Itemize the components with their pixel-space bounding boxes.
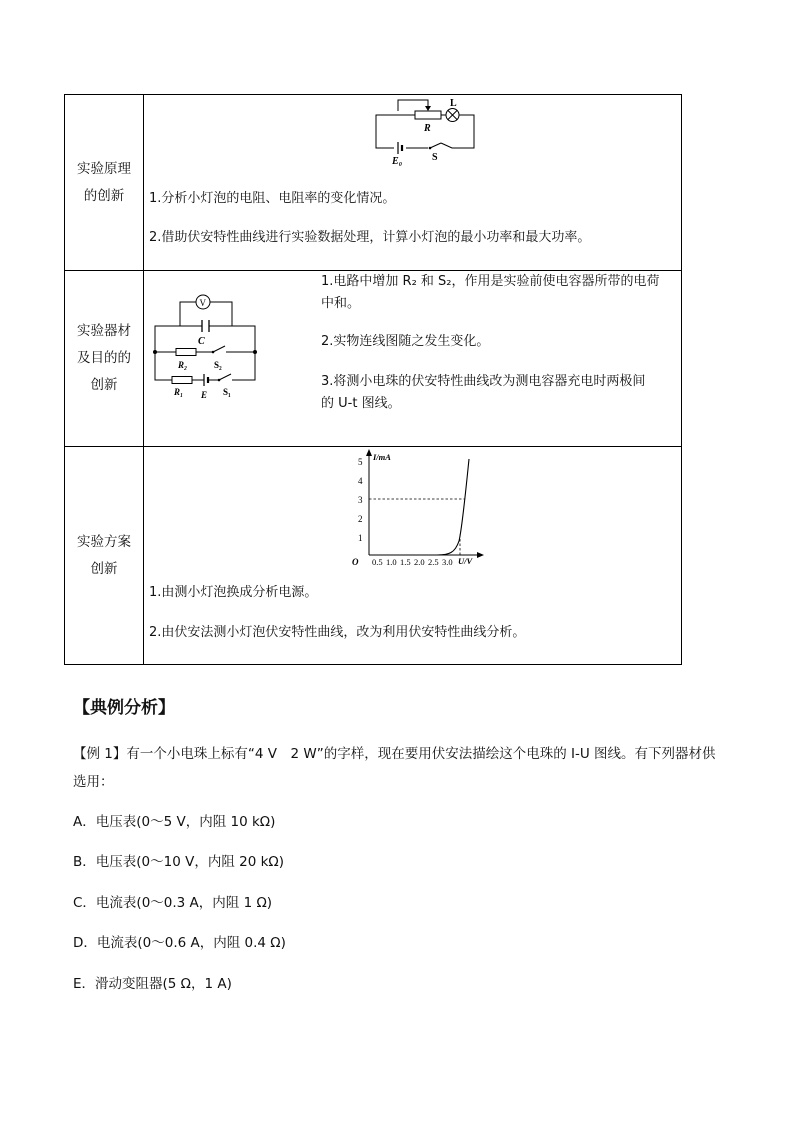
note-principle-2: 2.借助伏安特性曲线进行实验数据处理，计算小灯泡的最小功率和最大功率。: [149, 230, 591, 245]
note-equipment-3b: 的 U-t 图线。: [321, 396, 401, 411]
xtick-label: 2.5: [428, 557, 439, 567]
circuit-diagram-capacitor: [152, 291, 264, 403]
circuit-diagram-lamp: [368, 97, 478, 169]
svg-text:R: R: [424, 123, 431, 134]
resistor-R2: [176, 349, 196, 356]
svg-text:C: C: [198, 336, 205, 347]
svg-text:S₂: S₂: [214, 360, 222, 370]
row-content-scheme: [144, 447, 681, 664]
note-equipment-3: 3.将测小电珠的伏安特性曲线改为测电容器充电时两极间: [321, 374, 646, 389]
innovation-table: [64, 94, 682, 665]
svg-text:V: V: [199, 298, 206, 308]
note-scheme-1: 1.由测小灯泡换成分析电源。: [149, 585, 318, 600]
option-e: E．滑动变阻器(5 Ω，1 A): [73, 976, 232, 992]
xtick-label: 2.0: [414, 557, 425, 567]
resistor-R1: [172, 377, 192, 384]
svg-text:L: L: [450, 98, 457, 109]
iv-curve: [369, 459, 469, 555]
svg-text:S₁: S₁: [223, 387, 231, 397]
ytick-label: 5: [358, 457, 363, 467]
option-d: D．电流表(0～0.6 A，内阻 0.4 Ω): [73, 935, 286, 951]
ytick-label: 2: [358, 514, 363, 524]
section-heading: 【典例分析】: [73, 698, 175, 718]
row-label-scheme: 实验方案 创新: [65, 447, 144, 664]
y-axis-label: I/mA: [373, 452, 391, 462]
svg-text:R₁: R₁: [174, 387, 184, 397]
xtick-label: 1.5: [400, 557, 411, 567]
row-label-equipment: 实验器材 及目的的 创新: [65, 271, 144, 446]
note-scheme-2: 2.由伏安法测小灯泡伏安特性曲线，改为利用伏安特性曲线分析。: [149, 625, 526, 640]
note-equipment-1: 1.电路中增加 R₂ 和 S₂，作用是实验前使电容器所带的电荷: [321, 274, 660, 289]
table-row-equipment: [65, 271, 681, 447]
table-row-principle: [65, 95, 681, 271]
option-c: C．电流表(0～0.3 A，内阻 1 Ω): [73, 895, 273, 911]
row-content-equipment: [144, 271, 681, 446]
xtick-label: 0.5: [372, 557, 383, 567]
note-equipment-1b: 中和。: [321, 296, 361, 311]
svg-text:E: E: [201, 390, 208, 400]
x-axis-label: U/V: [458, 556, 473, 566]
svg-text:E₀: E₀: [392, 156, 403, 167]
xtick-label: 3.0: [442, 557, 453, 567]
note-equipment-2: 2.实物连线图随之发生变化。: [321, 334, 490, 349]
xtick-label: 1.0: [386, 557, 397, 567]
origin-label: O: [352, 557, 359, 567]
ytick-label: 3: [358, 495, 363, 505]
ytick-label: 4: [358, 476, 363, 486]
svg-text:R₂: R₂: [178, 360, 188, 370]
resistor-R: [415, 111, 441, 119]
table-row-scheme: [65, 447, 681, 664]
example-question-line1: 【例 1】有一个小电珠上标有“4 V 2 W”的字样，现在要用伏安法描绘这个电珠的 I-U 图线。有下列器材供: [73, 746, 716, 762]
svg-text:S: S: [432, 152, 438, 163]
note-principle-1: 1.分析小灯泡的电阻、电阻率的变化情况。: [149, 191, 396, 206]
option-a: A．电压表(0～5 V，内阻 10 kΩ): [73, 814, 276, 830]
example-question-line2: 选用：: [73, 774, 114, 790]
row-label-principle: 实验原理 的创新: [65, 95, 144, 270]
option-b: B．电压表(0～10 V，内阻 20 kΩ): [73, 854, 284, 870]
iv-curve-graph: [349, 449, 489, 567]
ytick-label: 1: [358, 533, 363, 543]
row-content-principle: [144, 95, 681, 270]
